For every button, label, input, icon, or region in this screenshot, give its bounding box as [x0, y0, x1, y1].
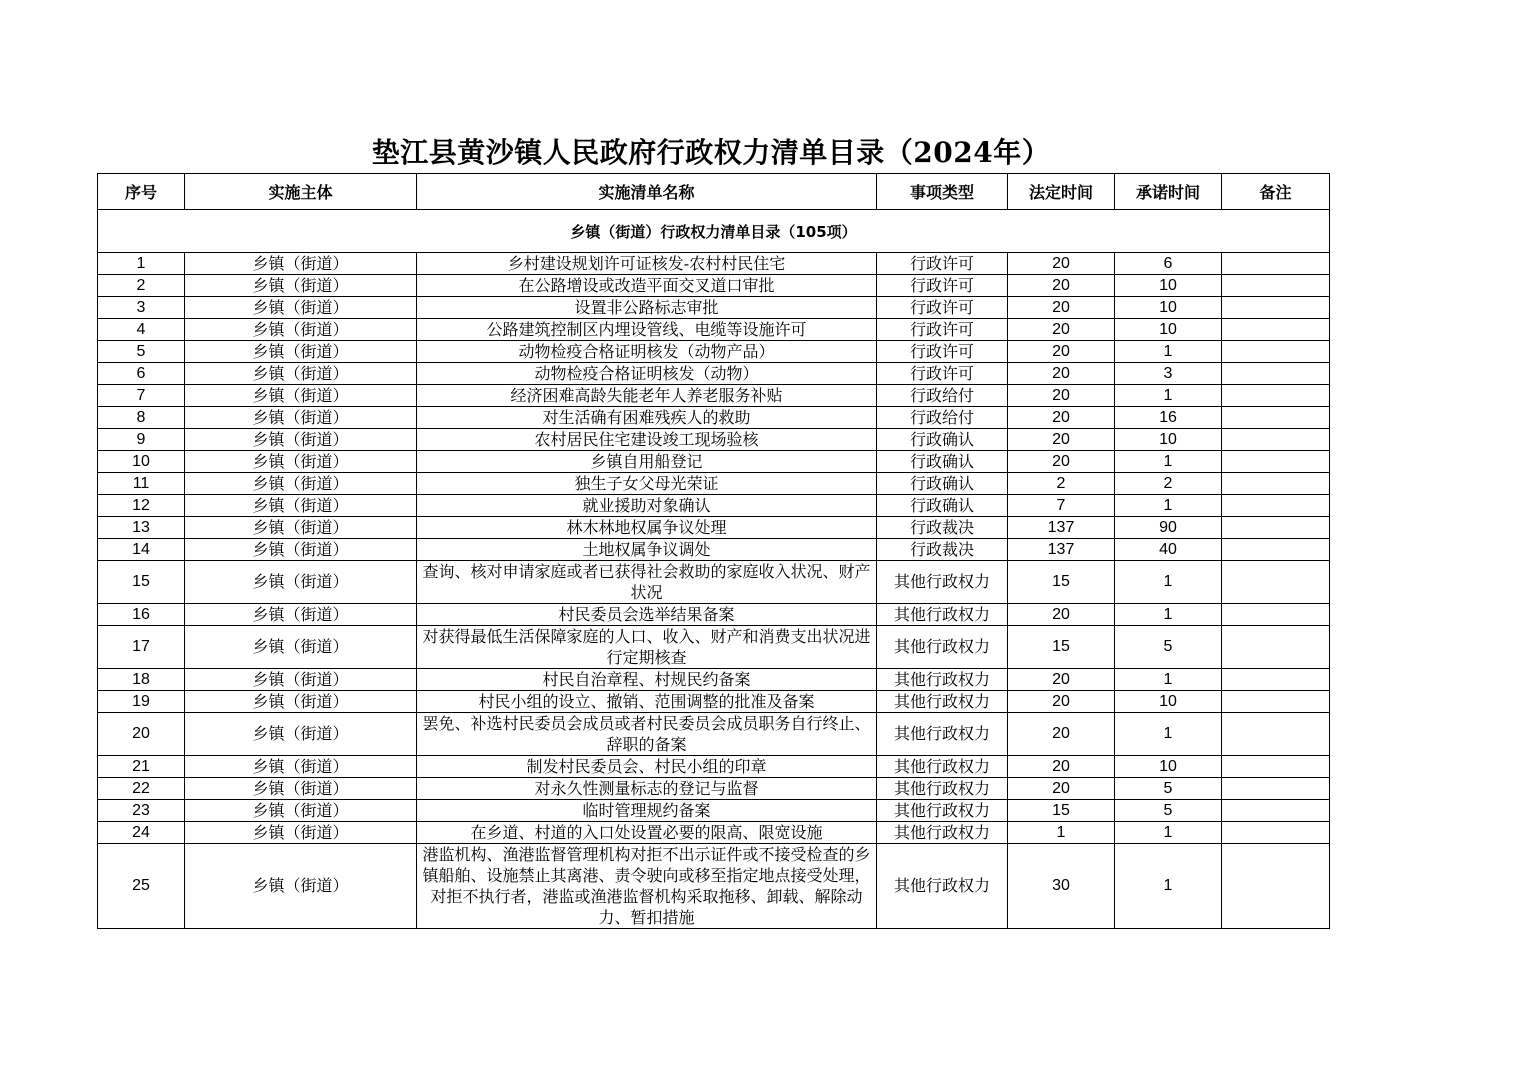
cell-no: 20 [98, 713, 185, 756]
section-title: 乡镇（街道）行政权力清单目录（105项） [98, 210, 1330, 253]
table-row [98, 319, 1330, 341]
table-row [98, 297, 1330, 319]
cell-note [1222, 517, 1330, 539]
page-title: 垫江县黄沙镇人民政府行政权力清单目录（2024年） [371, 136, 1051, 169]
cell-no: 16 [98, 604, 185, 626]
cell-body: 乡镇（街道） [185, 297, 417, 319]
cell-promise-time: 10 [1115, 691, 1222, 713]
cell-body: 乡镇（街道） [185, 691, 417, 713]
cell-body: 乡镇（街道） [185, 363, 417, 385]
table-row [98, 253, 1330, 275]
cell-note [1222, 429, 1330, 451]
cell-no: 8 [98, 407, 185, 429]
cell-name: 独生子女父母光荣证 [417, 473, 877, 495]
cell-legal-time: 2 [1008, 473, 1115, 495]
cell-legal-time: 20 [1008, 275, 1115, 297]
cell-promise-time: 6 [1115, 253, 1222, 275]
cell-name: 公路建筑控制区内埋设管线、电缆等设施许可 [417, 319, 877, 341]
table-row [98, 604, 1330, 626]
cell-note [1222, 691, 1330, 713]
cell-no: 1 [98, 253, 185, 275]
cell-no: 3 [98, 297, 185, 319]
cell-type: 其他行政权力 [877, 713, 1008, 756]
cell-note [1222, 297, 1330, 319]
cell-body: 乡镇（街道） [185, 778, 417, 800]
cell-no: 21 [98, 756, 185, 778]
cell-name: 乡村建设规划许可证核发-农村村民住宅 [417, 253, 877, 275]
cell-legal-time: 20 [1008, 778, 1115, 800]
cell-name: 农村居民住宅建设竣工现场验核 [417, 429, 877, 451]
cell-promise-time: 1 [1115, 451, 1222, 473]
cell-name: 制发村民委员会、村民小组的印章 [417, 756, 877, 778]
cell-legal-time: 20 [1008, 385, 1115, 407]
table-row [98, 275, 1330, 297]
cell-no: 23 [98, 800, 185, 822]
cell-legal-time: 1 [1008, 822, 1115, 844]
cell-promise-time: 1 [1115, 669, 1222, 691]
cell-note [1222, 756, 1330, 778]
cell-legal-time: 15 [1008, 626, 1115, 669]
cell-note [1222, 626, 1330, 669]
cell-name: 港监机构、渔港监督管理机构对拒不出示证件或不接受检查的乡镇船舶、设施禁止其离港、责令驶向或移至指定地点接受处理，对拒不执行者，港监或渔港监督机构采取拖移、卸载、解除动力、暂扣措施 [417, 844, 877, 929]
col-header-name: 实施清单名称 [417, 174, 877, 210]
cell-no: 10 [98, 451, 185, 473]
cell-body: 乡镇（街道） [185, 713, 417, 756]
cell-note [1222, 451, 1330, 473]
cell-note [1222, 539, 1330, 561]
cell-name: 动物检疫合格证明核发（动物） [417, 363, 877, 385]
cell-no: 11 [98, 473, 185, 495]
cell-name: 在公路增设或改造平面交叉道口审批 [417, 275, 877, 297]
cell-note [1222, 253, 1330, 275]
cell-type: 行政确认 [877, 495, 1008, 517]
cell-legal-time: 20 [1008, 429, 1115, 451]
cell-type: 行政许可 [877, 297, 1008, 319]
table-row [98, 429, 1330, 451]
cell-no: 12 [98, 495, 185, 517]
cell-note [1222, 561, 1330, 604]
cell-legal-time: 20 [1008, 407, 1115, 429]
col-header-no: 序号 [98, 174, 185, 210]
cell-promise-time: 10 [1115, 429, 1222, 451]
cell-promise-time: 1 [1115, 822, 1222, 844]
table-row [98, 385, 1330, 407]
cell-promise-time: 1 [1115, 495, 1222, 517]
cell-type: 其他行政权力 [877, 844, 1008, 929]
cell-note [1222, 800, 1330, 822]
cell-type: 其他行政权力 [877, 691, 1008, 713]
cell-no: 4 [98, 319, 185, 341]
cell-body: 乡镇（街道） [185, 626, 417, 669]
cell-type: 其他行政权力 [877, 800, 1008, 822]
cell-name: 临时管理规约备案 [417, 800, 877, 822]
table-row [98, 451, 1330, 473]
table-row [98, 539, 1330, 561]
cell-legal-time: 7 [1008, 495, 1115, 517]
table-row [98, 669, 1330, 691]
table-row [98, 713, 1330, 756]
cell-body: 乡镇（街道） [185, 756, 417, 778]
cell-body: 乡镇（街道） [185, 495, 417, 517]
cell-promise-time: 10 [1115, 297, 1222, 319]
table-row [98, 561, 1330, 604]
cell-type: 其他行政权力 [877, 561, 1008, 604]
table-row [98, 473, 1330, 495]
cell-name: 村民自治章程、村规民约备案 [417, 669, 877, 691]
cell-note [1222, 778, 1330, 800]
cell-type: 行政许可 [877, 319, 1008, 341]
cell-name: 在乡道、村道的入口处设置必要的限高、限宽设施 [417, 822, 877, 844]
cell-name: 对生活确有困难残疾人的救助 [417, 407, 877, 429]
cell-promise-time: 10 [1115, 275, 1222, 297]
col-header-body: 实施主体 [185, 174, 417, 210]
cell-note [1222, 341, 1330, 363]
cell-promise-time: 40 [1115, 539, 1222, 561]
cell-legal-time: 20 [1008, 691, 1115, 713]
cell-promise-time: 1 [1115, 385, 1222, 407]
table-row [98, 363, 1330, 385]
cell-promise-time: 3 [1115, 363, 1222, 385]
cell-note [1222, 473, 1330, 495]
cell-body: 乡镇（街道） [185, 407, 417, 429]
cell-legal-time: 20 [1008, 604, 1115, 626]
cell-promise-time: 1 [1115, 561, 1222, 604]
cell-legal-time: 20 [1008, 319, 1115, 341]
cell-legal-time: 20 [1008, 756, 1115, 778]
col-header-type: 事项类型 [877, 174, 1008, 210]
cell-name: 对获得最低生活保障家庭的人口、收入、财产和消费支出状况进行定期核查 [417, 626, 877, 669]
cell-legal-time: 20 [1008, 253, 1115, 275]
cell-legal-time: 20 [1008, 363, 1115, 385]
cell-note [1222, 407, 1330, 429]
table-row [98, 517, 1330, 539]
cell-body: 乡镇（街道） [185, 800, 417, 822]
cell-promise-time: 5 [1115, 800, 1222, 822]
cell-name: 罢免、补选村民委员会成员或者村民委员会成员职务自行终止、辞职的备案 [417, 713, 877, 756]
cell-body: 乡镇（街道） [185, 319, 417, 341]
cell-name: 经济困难高龄失能老年人养老服务补贴 [417, 385, 877, 407]
cell-name: 乡镇自用船登记 [417, 451, 877, 473]
table-row [98, 495, 1330, 517]
cell-type: 行政许可 [877, 341, 1008, 363]
cell-no: 25 [98, 844, 185, 929]
col-header-note: 备注 [1222, 174, 1330, 210]
cell-no: 22 [98, 778, 185, 800]
cell-promise-time: 5 [1115, 778, 1222, 800]
cell-type: 行政确认 [877, 451, 1008, 473]
cell-name: 动物检疫合格证明核发（动物产品） [417, 341, 877, 363]
cell-name: 土地权属争议调处 [417, 539, 877, 561]
table-header-row [98, 174, 1330, 210]
cell-type: 行政许可 [877, 363, 1008, 385]
cell-promise-time: 1 [1115, 604, 1222, 626]
cell-note [1222, 844, 1330, 929]
cell-legal-time: 20 [1008, 341, 1115, 363]
cell-body: 乡镇（街道） [185, 517, 417, 539]
cell-no: 13 [98, 517, 185, 539]
table-row [98, 800, 1330, 822]
cell-legal-time: 137 [1008, 517, 1115, 539]
cell-note [1222, 822, 1330, 844]
cell-legal-time: 137 [1008, 539, 1115, 561]
cell-type: 行政确认 [877, 429, 1008, 451]
cell-type: 其他行政权力 [877, 604, 1008, 626]
cell-no: 15 [98, 561, 185, 604]
col-header-promise-time: 承诺时间 [1115, 174, 1222, 210]
cell-body: 乡镇（街道） [185, 253, 417, 275]
section-title-row [98, 210, 1330, 253]
cell-type: 行政许可 [877, 253, 1008, 275]
cell-name: 就业援助对象确认 [417, 495, 877, 517]
cell-body: 乡镇（街道） [185, 561, 417, 604]
cell-type: 行政裁决 [877, 539, 1008, 561]
cell-promise-time: 1 [1115, 713, 1222, 756]
cell-promise-time: 10 [1115, 319, 1222, 341]
cell-legal-time: 15 [1008, 561, 1115, 604]
cell-type: 行政确认 [877, 473, 1008, 495]
cell-body: 乡镇（街道） [185, 539, 417, 561]
cell-no: 5 [98, 341, 185, 363]
cell-no: 7 [98, 385, 185, 407]
cell-body: 乡镇（街道） [185, 275, 417, 297]
cell-legal-time: 20 [1008, 669, 1115, 691]
cell-type: 其他行政权力 [877, 822, 1008, 844]
cell-promise-time: 5 [1115, 626, 1222, 669]
cell-body: 乡镇（街道） [185, 385, 417, 407]
cell-note [1222, 604, 1330, 626]
cell-name: 查询、核对申请家庭或者已获得社会救助的家庭收入状况、财产状况 [417, 561, 877, 604]
cell-no: 17 [98, 626, 185, 669]
cell-body: 乡镇（街道） [185, 844, 417, 929]
cell-legal-time: 15 [1008, 800, 1115, 822]
cell-no: 14 [98, 539, 185, 561]
cell-promise-time: 1 [1115, 844, 1222, 929]
table-row [98, 341, 1330, 363]
cell-no: 18 [98, 669, 185, 691]
cell-body: 乡镇（街道） [185, 822, 417, 844]
cell-no: 2 [98, 275, 185, 297]
cell-body: 乡镇（街道） [185, 451, 417, 473]
cell-promise-time: 10 [1115, 756, 1222, 778]
cell-promise-time: 16 [1115, 407, 1222, 429]
cell-promise-time: 2 [1115, 473, 1222, 495]
cell-name: 对永久性测量标志的登记与监督 [417, 778, 877, 800]
cell-body: 乡镇（街道） [185, 604, 417, 626]
cell-note [1222, 385, 1330, 407]
cell-note [1222, 319, 1330, 341]
cell-type: 行政给付 [877, 407, 1008, 429]
cell-legal-time: 20 [1008, 451, 1115, 473]
cell-type: 行政许可 [877, 275, 1008, 297]
cell-promise-time: 1 [1115, 341, 1222, 363]
cell-type: 行政给付 [877, 385, 1008, 407]
cell-note [1222, 363, 1330, 385]
cell-body: 乡镇（街道） [185, 429, 417, 451]
table-row [98, 691, 1330, 713]
cell-legal-time: 20 [1008, 297, 1115, 319]
cell-no: 24 [98, 822, 185, 844]
cell-name: 村民小组的设立、撤销、范围调整的批准及备案 [417, 691, 877, 713]
cell-no: 9 [98, 429, 185, 451]
cell-note [1222, 275, 1330, 297]
cell-promise-time: 90 [1115, 517, 1222, 539]
cell-legal-time: 20 [1008, 713, 1115, 756]
cell-body: 乡镇（街道） [185, 473, 417, 495]
table-row [98, 407, 1330, 429]
cell-body: 乡镇（街道） [185, 669, 417, 691]
cell-type: 行政裁决 [877, 517, 1008, 539]
cell-body: 乡镇（街道） [185, 341, 417, 363]
cell-type: 其他行政权力 [877, 626, 1008, 669]
table-row [98, 844, 1330, 929]
cell-type: 其他行政权力 [877, 778, 1008, 800]
cell-note [1222, 669, 1330, 691]
power-list-table [97, 173, 1330, 929]
cell-name: 村民委员会选举结果备案 [417, 604, 877, 626]
cell-no: 19 [98, 691, 185, 713]
table-row [98, 626, 1330, 669]
cell-note [1222, 495, 1330, 517]
table-row [98, 756, 1330, 778]
cell-no: 6 [98, 363, 185, 385]
table-row [98, 778, 1330, 800]
cell-name: 林木林地权属争议处理 [417, 517, 877, 539]
cell-name: 设置非公路标志审批 [417, 297, 877, 319]
col-header-legal-time: 法定时间 [1008, 174, 1115, 210]
cell-legal-time: 30 [1008, 844, 1115, 929]
cell-type: 其他行政权力 [877, 669, 1008, 691]
table-row [98, 822, 1330, 844]
cell-note [1222, 713, 1330, 756]
cell-type: 其他行政权力 [877, 756, 1008, 778]
